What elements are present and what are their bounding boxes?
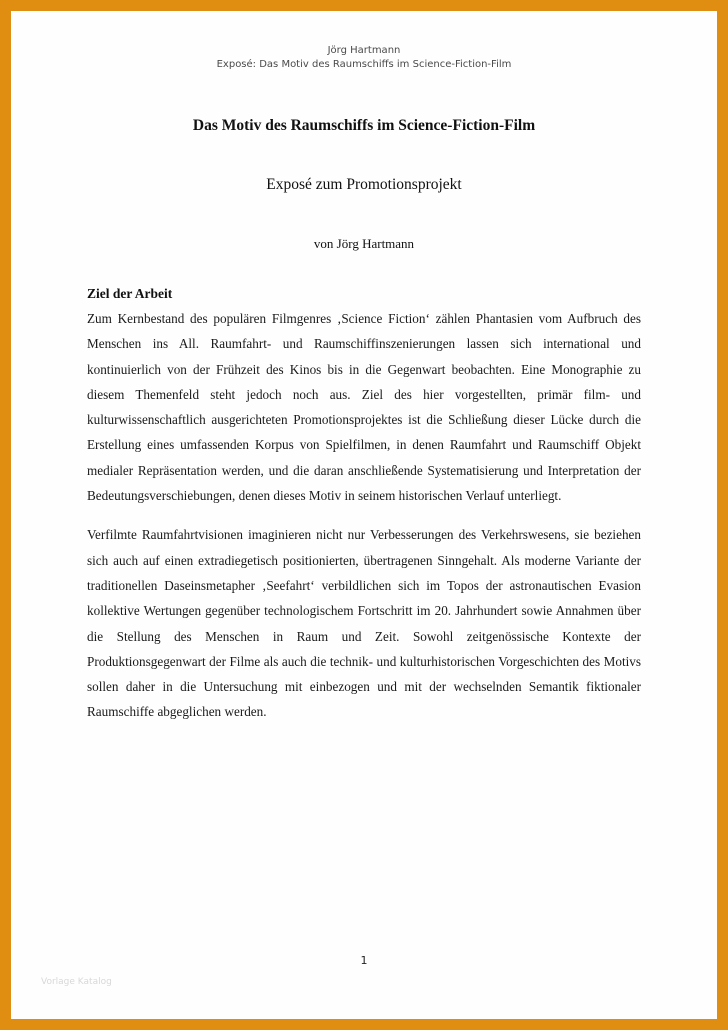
- document-page: [11, 11, 717, 1019]
- document-byline: von Jörg Hartmann: [313, 236, 415, 251]
- document-body: [87, 284, 641, 725]
- document-subtitle: Exposé zum Promotionsprojekt: [266, 176, 462, 193]
- document-title: Das Motiv des Raumschiffs im Science-Fiction-Film: [192, 117, 536, 134]
- header-author: Jörg Hartmann: [327, 45, 401, 56]
- paragraph-1: Zum Kernbestand des populären Filmgenres ‚Science Fiction‘ zählen Phantasien vom Aufbruch des Menschen ins All. Raumfahrt- und Raumschiffinszenierungen lassen sich international und kontinuierlich von der Frühzeit des Kinos bis in die Gegenwart beobachten. Eine Monographie zu diesem Themenfeld steht jedoch noch aus. Ziel des hier vorgestellten, primär film- und kulturwissenschaftlich ausgerichteten Promotionsprojektes ist die Schließung dieser Lücke durch die Erstellung eines umfassenden Korpus von Spielfilmen, in denen Raumfahrt und Raumschiff Objekt medialer Repräsentation werden, und die daran anschließende Systematisierung und Interpretation der Bedeutungsverschiebungen, denen dieses Motiv in seinem historischen Verlauf unterliegt.: [87, 311, 641, 504]
- section-heading: Ziel der Arbeit: [87, 286, 173, 301]
- watermark: Vorlage Katalog: [41, 977, 112, 987]
- paragraph-2: Verfilmte Raumfahrtvisionen imaginieren nicht nur Verbesserungen des Verkehrswesens, sie beziehen sich auch auf einen extradiegetisch positionierten, übertragenen Sinngehalt. Als moderne Variante der traditionellen Daseinsmetapher ‚Seefahrt‘ verbildlichen sich im Topos der astronautischen Evasion kollektive Wertungen gegenüber technologischem Fortschritt im 20. Jahrhundert sowie Annahmen über die Stellung des Menschen in Raum und Zeit. Sowohl zeitgenössische Kontexte der Produktionsgegenwart der Filme als auch die technik- und kulturhistorischen Vorgeschichten des Motivs sollen daher in die Untersuchung mit einbezogen und mit der wechselnden Semantik fiktionaler Raumschiffe abgeglichen werden.: [87, 527, 641, 720]
- running-header: [11, 44, 717, 72]
- header-subtitle: Exposé: Das Motiv des Raumschiffs im Science-Fiction-Film: [216, 59, 512, 70]
- page-number: 1: [360, 954, 368, 967]
